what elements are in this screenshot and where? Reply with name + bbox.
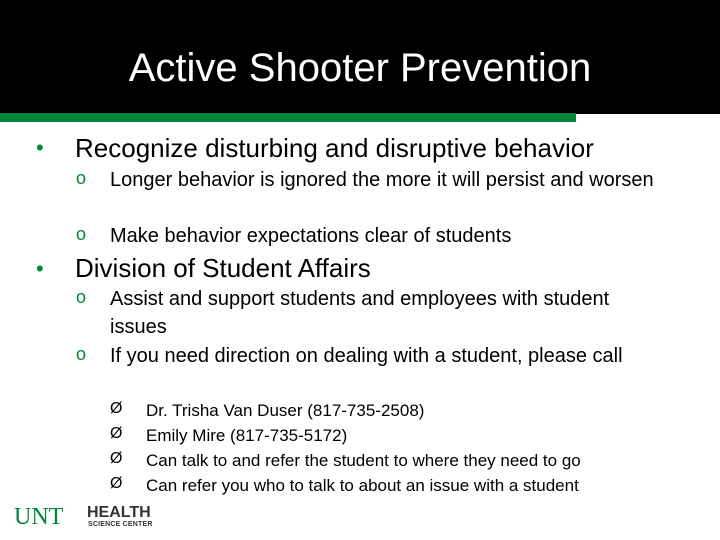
- contact-trisha-van-duser: Dr. Trisha Van Duser (817-735-2508): [146, 401, 425, 420]
- sub-bullet-assist-support: Assist and support students and employees with student issues: [110, 288, 610, 338]
- logo-tagline: SCIENCE CENTER: [88, 521, 153, 528]
- sub-bullet-icon: o: [76, 168, 87, 188]
- bullet-recognize-behavior: Recognize disturbing and disruptive behavior: [75, 133, 594, 163]
- contact-refer-you: Can refer you who to talk to about an issue with a student: [146, 476, 579, 495]
- arrow-bullet-icon: Ø: [110, 450, 123, 467]
- sub-bullet-icon: o: [76, 344, 87, 364]
- title-accent-line: [0, 113, 576, 122]
- arrow-bullet-icon: Ø: [110, 475, 123, 492]
- arrow-bullet-icon: Ø: [110, 400, 123, 417]
- logo-unt-text: UNT: [14, 504, 64, 530]
- sub-bullet-icon: o: [76, 224, 87, 244]
- bullet-student-affairs: Division of Student Affairs: [75, 253, 371, 283]
- contact-refer-student: Can talk to and refer the student to where they need to go: [146, 451, 581, 470]
- sub-bullet-behavior-expectations: Make behavior expectations clear of students: [110, 225, 512, 247]
- sub-bullet-icon: o: [76, 287, 87, 307]
- bullet-icon: •: [36, 256, 44, 281]
- arrow-bullet-icon: Ø: [110, 425, 123, 442]
- slide-title: Active Shooter Prevention: [128, 46, 592, 90]
- sub-bullet-direction-call: If you need direction on dealing with a student, please call: [110, 345, 623, 367]
- bullet-icon: •: [36, 135, 44, 160]
- logo-health-text: HEALTH: [87, 504, 151, 521]
- contact-emily-mire: Emily Mire (817-735-5172): [146, 426, 348, 445]
- sub-bullet-ignored-behavior: Longer behavior is ignored the more it will persist and worsen: [110, 169, 654, 191]
